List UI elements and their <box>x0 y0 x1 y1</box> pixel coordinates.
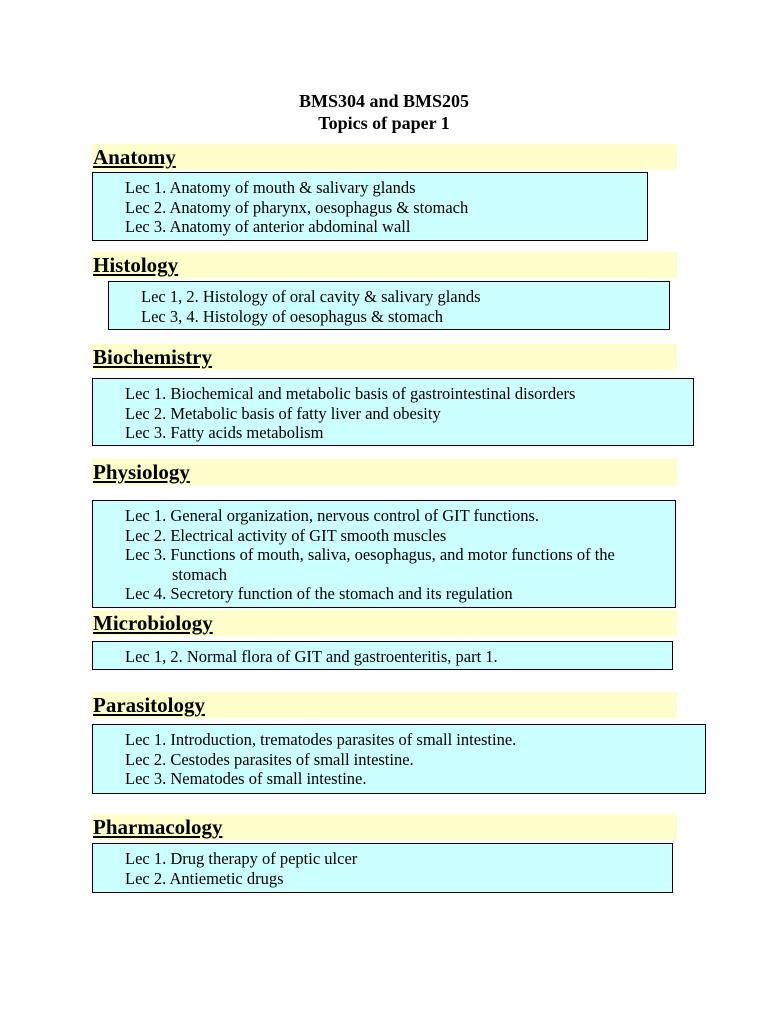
lecture-line: Lec 2. Cestodes parasites of small intestine. <box>125 749 414 769</box>
lecture-line: Lec 3. Anatomy of anterior abdominal wall <box>125 217 411 236</box>
lecture-line: Lec 1, 2. Normal flora of GIT and gastroenteritis, part 1. <box>125 647 498 666</box>
topics-box-physiology <box>92 500 676 608</box>
lecture-line: Lec 1. Drug therapy of peptic ulcer <box>125 849 358 868</box>
topics-box-parasitology <box>92 724 706 794</box>
topics-box-pharmacology <box>92 843 673 893</box>
section-heading-parasitology <box>92 692 677 718</box>
section-heading-label: Physiology <box>93 460 190 484</box>
section-heading-label: Biochemistry <box>93 345 212 369</box>
lecture-line: Lec 2. Electrical activity of GIT smooth muscles <box>125 525 447 545</box>
section-heading-histology <box>92 252 677 278</box>
lecture-line: Lec 4. Secretory function of the stomach and its regulation <box>125 584 513 603</box>
section-heading-label: Microbiology <box>93 611 213 635</box>
section-heading-label: Histology <box>93 253 179 277</box>
topics-box-biochemistry <box>92 378 694 446</box>
section-heading-label: Pharmacology <box>93 815 223 839</box>
lecture-line: Lec 3, 4. Histology of oesophagus & stomach <box>141 306 443 326</box>
lecture-line-continuation: stomach <box>172 564 227 584</box>
lecture-line: Lec 2. Anatomy of pharynx, oesophagus & stomach <box>125 197 469 217</box>
document-title-line-2: Topics of paper 1 <box>318 113 450 133</box>
section-heading-anatomy <box>92 144 677 170</box>
section-heading-label: Parasitology <box>93 693 205 717</box>
lecture-line: Lec 3. Nematodes of small intestine. <box>125 769 367 788</box>
lecture-line: Lec 2. Metabolic basis of fatty liver and obesity <box>125 403 441 423</box>
lecture-line: Lec 3. Functions of mouth, saliva, oesophagus, and motor functions of the <box>125 545 615 564</box>
section-heading-biochemistry <box>92 344 677 370</box>
section-heading-microbiology <box>92 610 677 636</box>
section-heading-pharmacology <box>92 814 677 840</box>
lecture-line: Lec 1. Introduction, trematodes parasites of small intestine. <box>125 730 517 749</box>
topics-box-anatomy <box>92 172 648 241</box>
lecture-line: Lec 1. Biochemical and metabolic basis of gastrointestinal disorders <box>125 384 576 403</box>
lecture-line: Lec 1. General organization, nervous control of GIT functions. <box>125 506 540 525</box>
topics-box-histology <box>108 281 670 330</box>
lecture-line: Lec 1, 2. Histology of oral cavity & salivary glands <box>141 287 481 306</box>
section-heading-physiology <box>92 459 677 485</box>
document-title-line-1: BMS304 and BMS205 <box>298 91 470 111</box>
section-heading-label: Anatomy <box>93 145 176 169</box>
topics-box-microbiology <box>92 641 673 670</box>
lecture-line: Lec 1. Anatomy of mouth & salivary glands <box>125 178 416 197</box>
lecture-line: Lec 3. Fatty acids metabolism <box>125 423 324 442</box>
lecture-line: Lec 2. Antiemetic drugs <box>125 868 284 888</box>
